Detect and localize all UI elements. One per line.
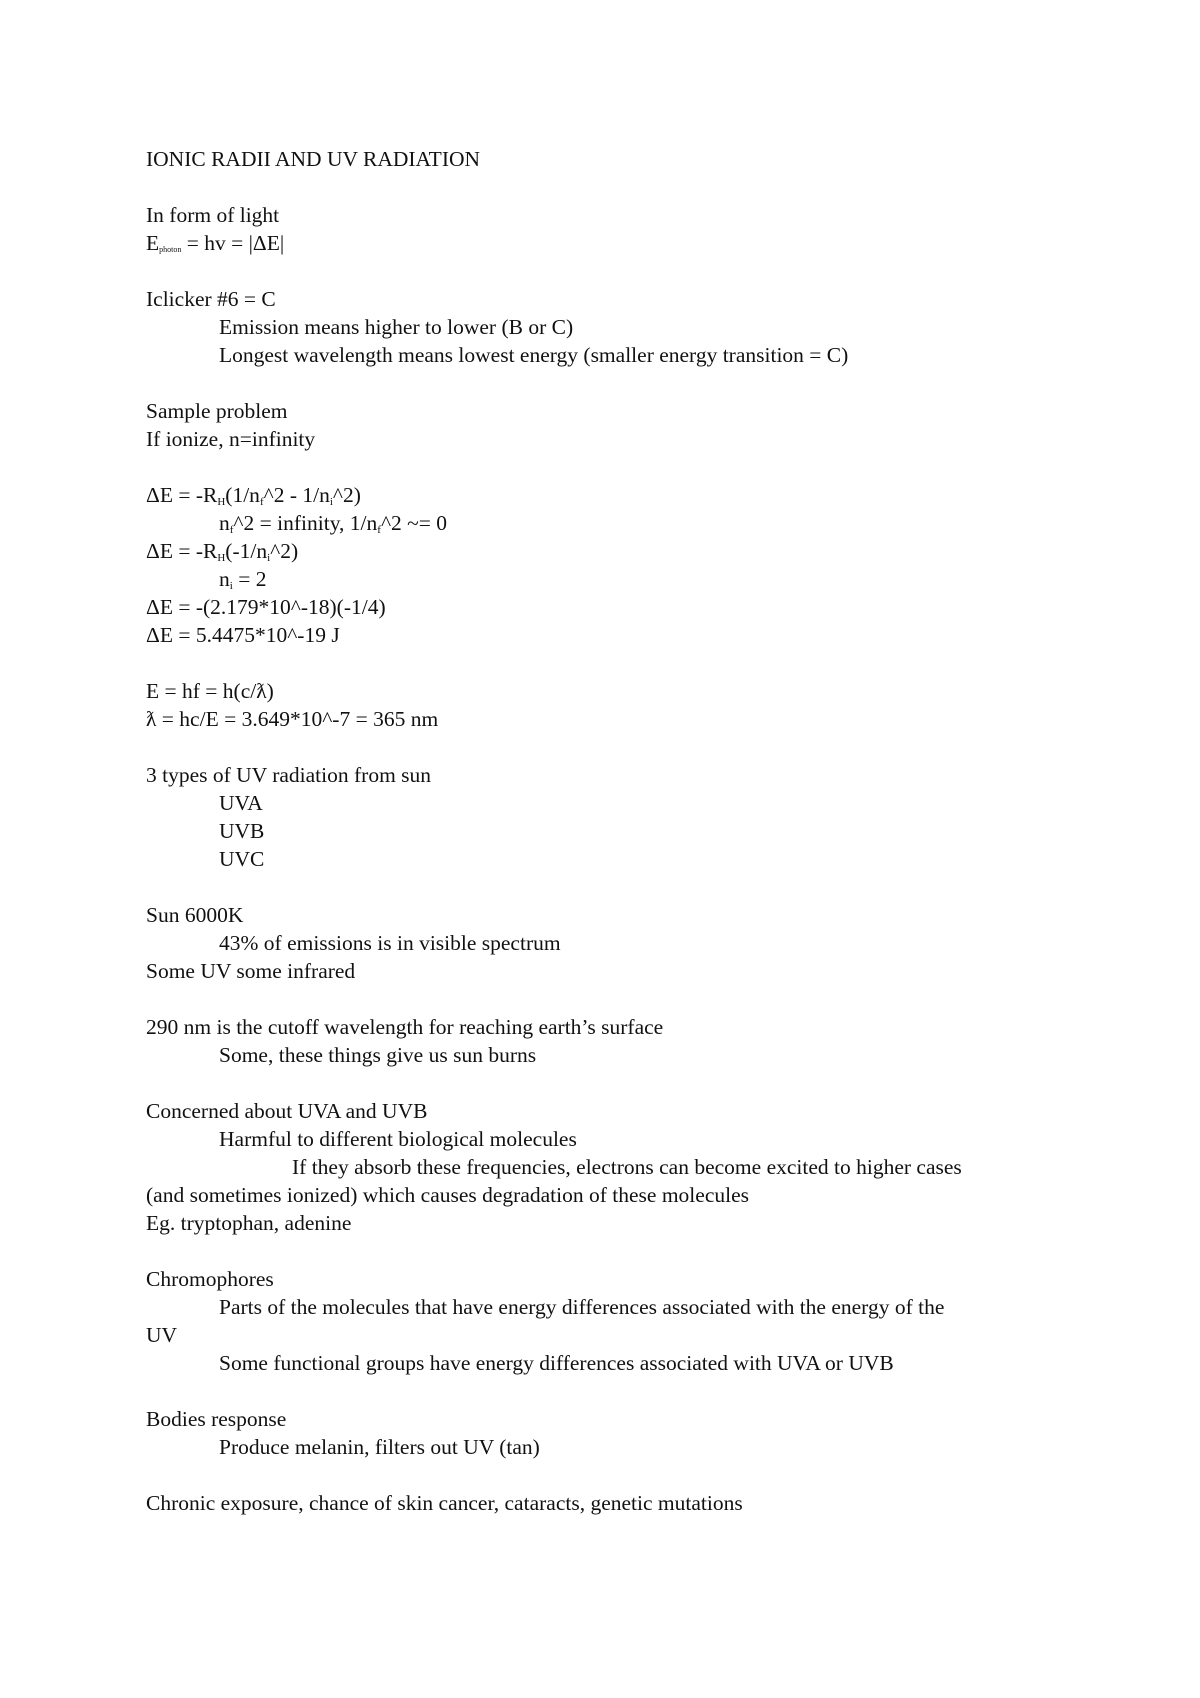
- spacer: [146, 369, 1156, 397]
- eq-part: ^2): [270, 539, 299, 563]
- concerned-line: If they absorb these frequencies, electrons can become excited to higher cases: [292, 1155, 962, 1179]
- chromophores-line: Parts of the molecules that have energy differences associated with the energy of the: [219, 1295, 945, 1319]
- spacer: [146, 1461, 1156, 1489]
- equation-line: [146, 565, 1156, 593]
- equation-line: ΔE = 5.4475*10^-19 J: [146, 623, 340, 647]
- spacer: [146, 649, 1156, 677]
- equation-line: E = hf = h(c/ƛ): [146, 679, 274, 703]
- eq-subscript: i: [229, 580, 233, 592]
- equation-line: [146, 537, 1156, 565]
- equation-line: ƛ = hc/E = 3.649*10^-7 = 365 nm: [146, 707, 439, 731]
- eq-part: = 2: [232, 567, 267, 591]
- spacer: [146, 173, 1156, 201]
- bodies-line: Produce melanin, filters out UV (tan): [219, 1435, 540, 1459]
- cutoff-line: Some, these things give us sun burns: [219, 1043, 537, 1067]
- eq-part: ^2): [332, 483, 361, 507]
- eq-part: n: [219, 567, 230, 591]
- spacer: [146, 733, 1156, 761]
- uv-types-heading: 3 types of UV radiation from sun: [146, 763, 432, 787]
- spacer: [146, 1069, 1156, 1097]
- eq-part: ^2 - 1/n: [263, 483, 330, 507]
- document-page: [146, 145, 1156, 1517]
- eq-part: ΔE = -R: [146, 539, 218, 563]
- eq-subscript: f: [377, 524, 381, 536]
- iclicker-heading: Iclicker #6 = C: [146, 287, 276, 311]
- document-title: IONIC RADII AND UV RADIATION: [146, 147, 481, 171]
- uv-type-item: UVB: [219, 819, 265, 843]
- spacer: [146, 985, 1156, 1013]
- spacer: [146, 1377, 1156, 1405]
- eq-subscript: f: [229, 524, 234, 536]
- sun-heading: Sun 6000K: [146, 903, 244, 927]
- concerned-heading: Concerned about UVA and UVB: [146, 1099, 428, 1123]
- eq-part: (1/n: [225, 483, 260, 507]
- light-heading: In form of light: [146, 203, 280, 227]
- eq-part: (-1/n: [225, 539, 268, 563]
- eq-subscript: i: [267, 552, 271, 564]
- eq-subscript: i: [329, 496, 333, 508]
- spacer: [146, 873, 1156, 901]
- spacer: [146, 453, 1156, 481]
- equation-line: [146, 481, 1156, 509]
- spacer: [146, 1237, 1156, 1265]
- sample-heading: Sample problem: [146, 399, 288, 423]
- eq-part: ΔE = -R: [146, 483, 218, 507]
- iclicker-line: Longest wavelength means lowest energy (smaller energy transition = C): [219, 343, 849, 367]
- bodies-heading: Bodies response: [146, 1407, 287, 1431]
- equation-line: ΔE = -(2.179*10^-18)(-1/4): [146, 595, 386, 619]
- equation-line: [146, 509, 1156, 537]
- sun-line: Some UV some infrared: [146, 959, 356, 983]
- chronic-line: Chronic exposure, chance of skin cancer, cataracts, genetic mutations: [146, 1491, 743, 1515]
- concerned-line: (and sometimes ionized) which causes degradation of these molecules: [146, 1183, 749, 1207]
- chromophores-heading: Chromophores: [146, 1267, 274, 1291]
- eq-part: ^2 ~= 0: [380, 511, 448, 535]
- spacer: [146, 257, 1156, 285]
- eq-symbol: E: [146, 231, 160, 255]
- concerned-line: Eg. tryptophan, adenine: [146, 1211, 352, 1235]
- eq-subscript: H: [217, 496, 226, 508]
- eq-subscript: H: [217, 552, 226, 564]
- chromophores-line: UV: [146, 1323, 178, 1347]
- eq-rest: = hv = |ΔE|: [181, 231, 285, 255]
- uv-type-item: UVA: [219, 791, 263, 815]
- sun-line: 43% of emissions is in visible spectrum: [219, 931, 561, 955]
- eq-part: n: [219, 511, 230, 535]
- eq-subscript: f: [259, 496, 264, 508]
- uv-type-item: UVC: [219, 847, 265, 871]
- chromophores-line: Some functional groups have energy differences associated with UVA or UVB: [219, 1351, 894, 1375]
- sample-line: If ionize, n=infinity: [146, 427, 316, 451]
- iclicker-line: Emission means higher to lower (B or C): [219, 315, 574, 339]
- eq-subscript: photon: [159, 245, 182, 254]
- cutoff-line: 290 nm is the cutoff wavelength for reaching earth’s surface: [146, 1015, 664, 1039]
- concerned-line: Harmful to different biological molecules: [219, 1127, 577, 1151]
- eq-part: ^2 = infinity, 1/n: [233, 511, 378, 535]
- photon-energy-equation: [146, 229, 1156, 257]
